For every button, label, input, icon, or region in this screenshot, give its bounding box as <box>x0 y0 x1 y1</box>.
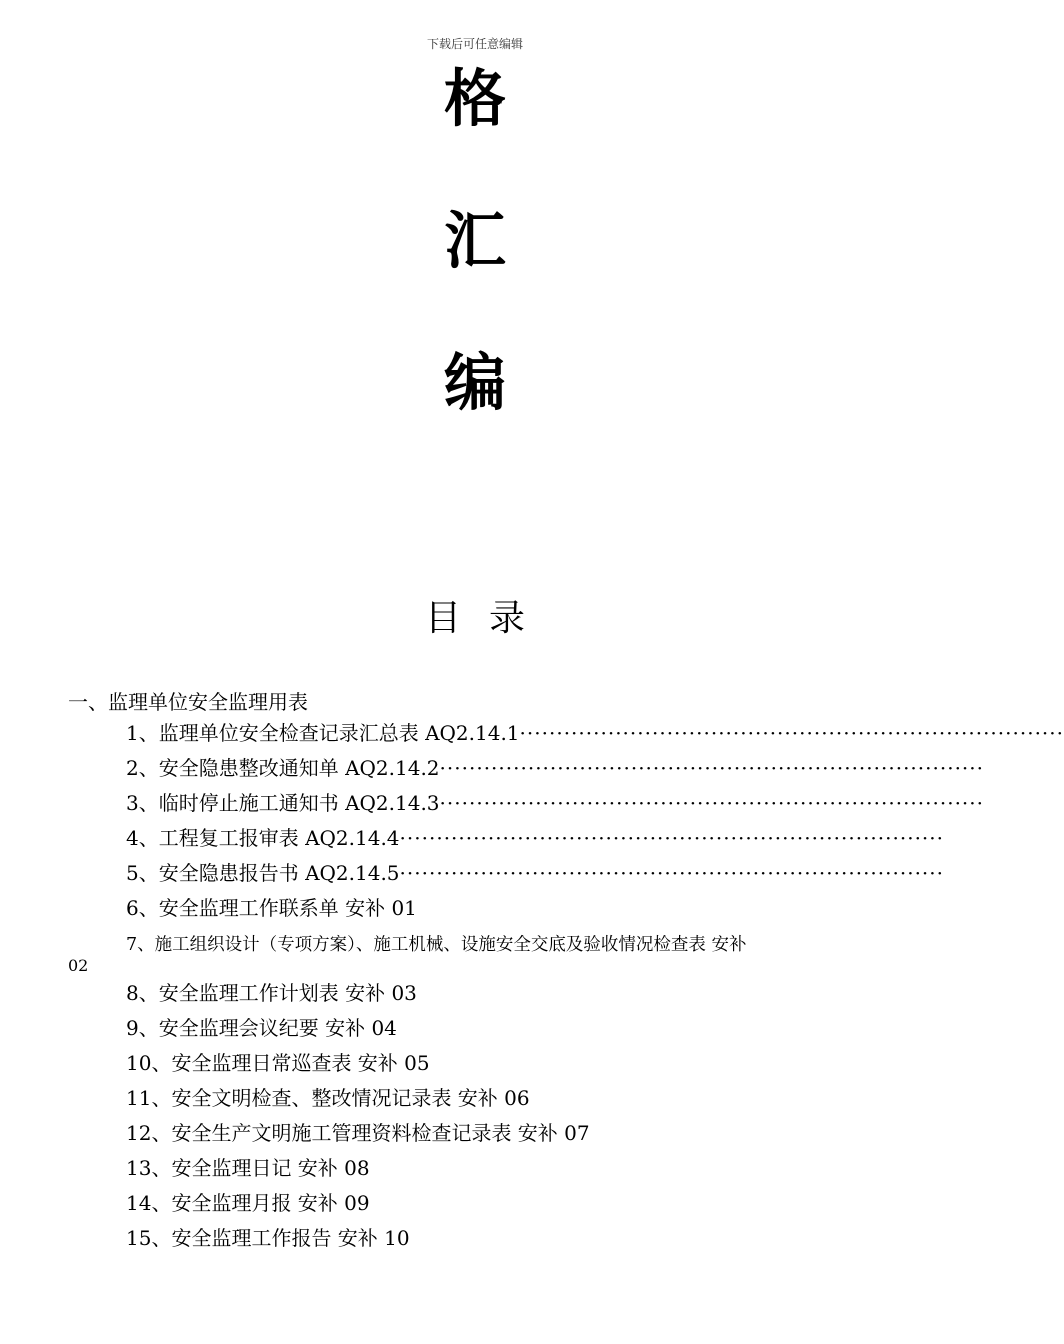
toc-leader: ·········································································· <box>399 861 944 885</box>
toc-item[interactable] <box>68 926 834 976</box>
title-char-3: 编 <box>443 346 506 419</box>
toc-item-label: 4、工程复工报审表 AQ2.14.4 <box>126 826 400 850</box>
toc-list <box>68 716 1064 1256</box>
toc-item[interactable] <box>68 891 834 926</box>
toc-item-label: 3、临时停止施工通知书 AQ2.14.3 <box>126 791 440 815</box>
toc-item-label: 1、监理单位安全检查记录汇总表 AQ2.14.1 <box>126 721 520 745</box>
toc-leader: ·········································································· <box>399 826 944 850</box>
toc-item[interactable] <box>68 976 834 1011</box>
toc-item-label: 8、安全监理工作计划表 安补 03 <box>126 981 417 1005</box>
toc-item-label: 9、安全监理会议纪要 安补 04 <box>126 1016 397 1040</box>
toc-item-label: 12、安全生产文明施工管理资料检查记录表 安补 07 <box>126 1121 590 1145</box>
toc-leader: ·········································································· <box>439 756 984 780</box>
toc-item[interactable] <box>68 1151 834 1186</box>
toc-item-label: 11、安全文明检查、整改情况记录表 安补 06 <box>126 1086 530 1110</box>
toc-item[interactable] <box>68 1221 834 1256</box>
toc-item[interactable] <box>68 786 984 821</box>
toc-item-label: 14、安全监理月报 安补 09 <box>126 1191 370 1215</box>
title-char-1: 格 <box>443 62 506 135</box>
toc-item-label: 10、安全监理日常巡查表 安补 05 <box>126 1051 430 1075</box>
toc-item[interactable] <box>68 1046 834 1081</box>
header-note: 下载后可任意编辑 <box>426 37 523 51</box>
toc-item[interactable] <box>68 716 1064 751</box>
toc-item-label: 7、施工组织设计（专项方案）、施工机械、设施安全交底及验收情况检查表 安补 <box>126 935 747 955</box>
toc-item-label: 13、安全监理日记 安补 08 <box>126 1156 370 1180</box>
toc-item-continuation: 02 <box>68 956 89 975</box>
toc-item[interactable] <box>68 751 984 786</box>
toc-item-label: 6、安全监理工作联系单 安补 01 <box>126 896 417 920</box>
toc-item-label: 5、安全隐患报告书 AQ2.14.5 <box>126 861 400 885</box>
section-heading: 一、监理单位安全监理用表 <box>68 690 308 714</box>
toc-item-label: 2、安全隐患整改通知单 AQ2.14.2 <box>126 756 440 780</box>
toc-item[interactable] <box>68 1081 834 1116</box>
toc-item[interactable] <box>68 1116 834 1151</box>
toc-item[interactable] <box>68 1186 834 1221</box>
toc-leader: ·········································································· <box>439 791 984 815</box>
title-char-2: 汇 <box>443 204 506 277</box>
toc-item[interactable] <box>68 856 944 891</box>
toc-item[interactable] <box>68 1011 834 1046</box>
toc-item-label: 15、安全监理工作报告 安补 10 <box>126 1226 410 1250</box>
toc-item[interactable] <box>68 821 944 856</box>
toc-title: 目录 <box>424 598 553 639</box>
toc-leader: ·········································································· <box>519 721 1064 745</box>
